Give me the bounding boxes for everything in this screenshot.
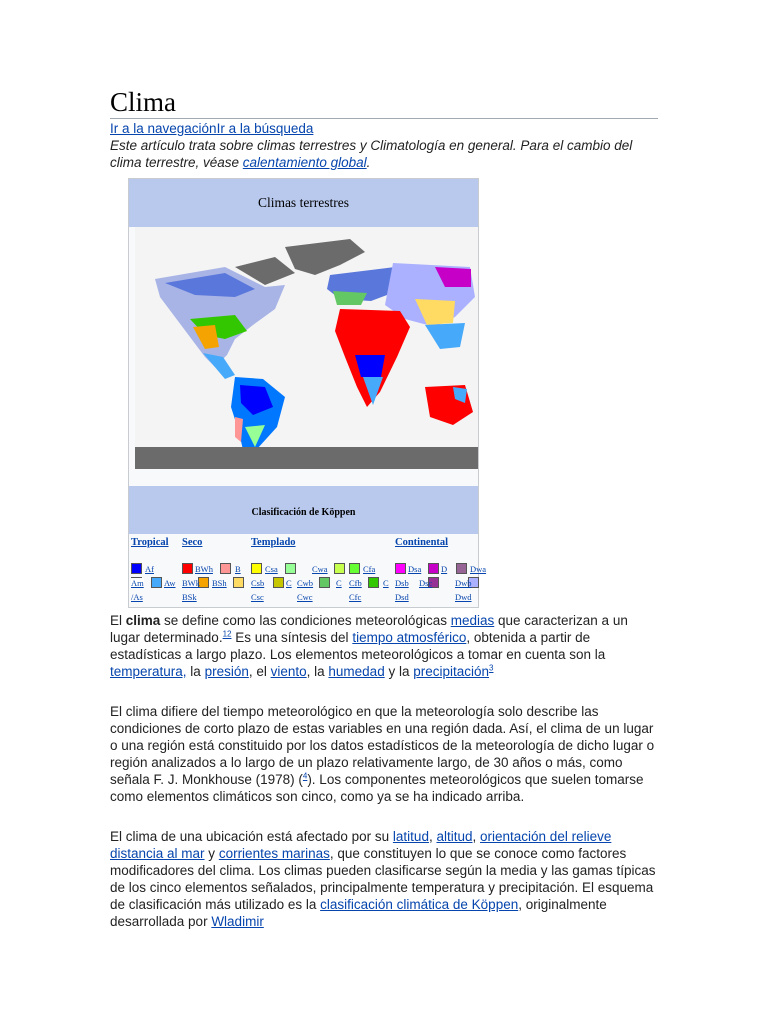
legend-code[interactable]: C (383, 578, 389, 588)
legend-code[interactable]: BWh (195, 564, 213, 574)
legend-code[interactable]: Cfa (363, 564, 376, 574)
legend-swatch (349, 563, 360, 574)
paragraph-3: El clima de una ubicación está afectado por su latitud, altitud, orientación del relieve distancia al mar y corrientes marinas, que constituyen lo que se conoce como factores modificadores del clima. Los climas pueden clasificarse según la media y las gamas típicas de los cinco elementos señalados, principalmente temperatura y precipitación. El esquema de clasificación más utilizado es la clasificación climática de Köppen, originalmente desarrollada por Wladimir (110, 829, 656, 929)
legend-swatch (151, 577, 162, 588)
paragraph-2: El clima difiere del tiempo meteorológico en que la meteorología solo describe las condiciones de corto plazo de estas variables en una región dada. Así, el clima de un lugar o una región está constituido por los datos estadísticos de la meteorología de dicho lugar o región analizados a lo largo de un plazo relativamente largo, de 30 años o más, como señala F. J. Monkhouse (1978) ($^4$). Los componentes meteorológicos que suelen tomarse como elementos climáticos son cinco, como ya se ha indicado arriba. (110, 704, 655, 804)
infobox-title: Climas terrestres (129, 179, 478, 227)
legend-swatch (428, 563, 439, 574)
wladimir-link[interactable]: Wladimir (211, 914, 264, 929)
koppen-classification-link[interactable]: clasificación climática de Köppen (320, 897, 519, 912)
legend-swatch (368, 577, 379, 588)
orientacion-relieve-link[interactable]: orientación del relieve (480, 829, 612, 844)
legend-swatch (395, 563, 406, 574)
latitud-link[interactable]: latitud (392, 829, 429, 844)
legend-code[interactable]: Dwa (470, 564, 487, 574)
global-warming-link[interactable]: calentamiento global (242, 155, 367, 170)
legend-code[interactable]: Af (145, 564, 154, 574)
koppen-legend (131, 563, 493, 605)
humedad-link[interactable]: humedad (328, 664, 385, 679)
jump-to-navigation-link[interactable]: Ir a la navegación (110, 121, 217, 136)
legend-swatch (334, 563, 345, 574)
legend-swatch (220, 563, 231, 574)
legend-swatch (251, 563, 262, 574)
legend-code[interactable]: Cwc (297, 592, 313, 602)
legend-code[interactable]: Csc (251, 592, 264, 602)
legend-code[interactable]: C (286, 578, 292, 588)
legend-swatch (319, 577, 330, 588)
ref-3[interactable]: 3 (489, 663, 494, 673)
presion-link[interactable]: presión (204, 664, 249, 679)
legend-swatch (285, 563, 296, 574)
legend-code[interactable]: Dsd (395, 592, 409, 602)
hatnote: Este artículo trata sobre climas terrestres y Climatología en general. Para el cambio del clima terrestre, véase calentamiento global. (110, 138, 633, 170)
legend-code[interactable]: BSh (212, 578, 227, 588)
group-templado-link[interactable]: Templado (251, 537, 296, 548)
legend-code[interactable]: Cfc (349, 592, 362, 602)
corrientes-marinas-link[interactable]: corrientes marinas (218, 846, 330, 861)
legend-code[interactable]: Aw (164, 578, 176, 588)
ref-12[interactable]: 12 (222, 629, 232, 639)
infobox-subtitle: Clasificación de Köppen (129, 486, 478, 534)
temperatura-link[interactable]: temperatura, (110, 664, 187, 679)
legend-code[interactable]: B (235, 564, 241, 574)
hatnote-text: Este artículo trata sobre climas terrestres y Climatología en general. Para el cambio del clima terrestre, véase (110, 138, 633, 170)
legend-code[interactable]: Am (131, 578, 144, 588)
altitud-link[interactable]: altitud (436, 829, 473, 844)
legend-code[interactable]: Csb (251, 578, 265, 588)
viento-link[interactable]: viento (270, 664, 307, 679)
bold-term: clima (125, 613, 161, 628)
group-tropical-link[interactable]: Tropical (131, 537, 169, 548)
legend-swatch (182, 563, 193, 574)
infobox (128, 178, 487, 608)
world-map-image (135, 227, 478, 469)
medias-link[interactable]: medias (450, 613, 495, 628)
legend-swatch (233, 577, 244, 588)
precipitacion-link[interactable]: precipitación (413, 664, 490, 679)
legend-code[interactable]: BSk (182, 592, 197, 602)
distancia-mar-link[interactable]: distancia al mar (110, 846, 205, 861)
legend-code[interactable]: Cwb (297, 578, 314, 588)
legend-code[interactable]: Dwd (455, 592, 472, 602)
legend-code[interactable]: Dsa (408, 564, 422, 574)
legend-swatch (273, 577, 284, 588)
legend-code[interactable]: BWk (182, 578, 200, 588)
legend-code[interactable]: D (441, 564, 448, 574)
page-title: Clima (110, 88, 658, 119)
legend-swatch (456, 563, 467, 574)
legend-code[interactable]: Dsb (395, 578, 409, 588)
ref-4[interactable]: 4 (302, 771, 308, 781)
tiempo-atmosferico-link[interactable]: tiempo atmosférico (352, 630, 467, 645)
paragraph-1: El clima se define como las condiciones meteorológicas medias que caracterizan a un lugar determinado.$^{12}$ Es una síntesis del tiempo atmosférico, obtenida a partir de estadísticas a largo plazo. Los elementos meteorológicos a tomar en cuenta son la temperatura, la presión, el viento, la humedad y la precipitación$^3$ (110, 613, 628, 679)
legend-code[interactable]: Cwa (312, 564, 328, 574)
legend-swatch (131, 563, 142, 574)
jump-to-search-link[interactable]: Ir a la búsqueda (216, 121, 314, 136)
legend-code[interactable]: Dsc (419, 578, 433, 588)
legend-code[interactable]: C (336, 578, 342, 588)
jump-links (110, 121, 313, 136)
legend-code[interactable]: Cfb (349, 578, 362, 588)
legend-code[interactable]: /As (131, 592, 143, 602)
group-seco-link[interactable]: Seco (182, 537, 203, 548)
group-continental-link[interactable]: Continental (395, 537, 449, 548)
legend-code[interactable]: Csa (265, 564, 278, 574)
legend-groups (131, 535, 478, 551)
koppen-world-map[interactable] (135, 227, 478, 469)
legend-code[interactable]: Dwb (455, 578, 472, 588)
